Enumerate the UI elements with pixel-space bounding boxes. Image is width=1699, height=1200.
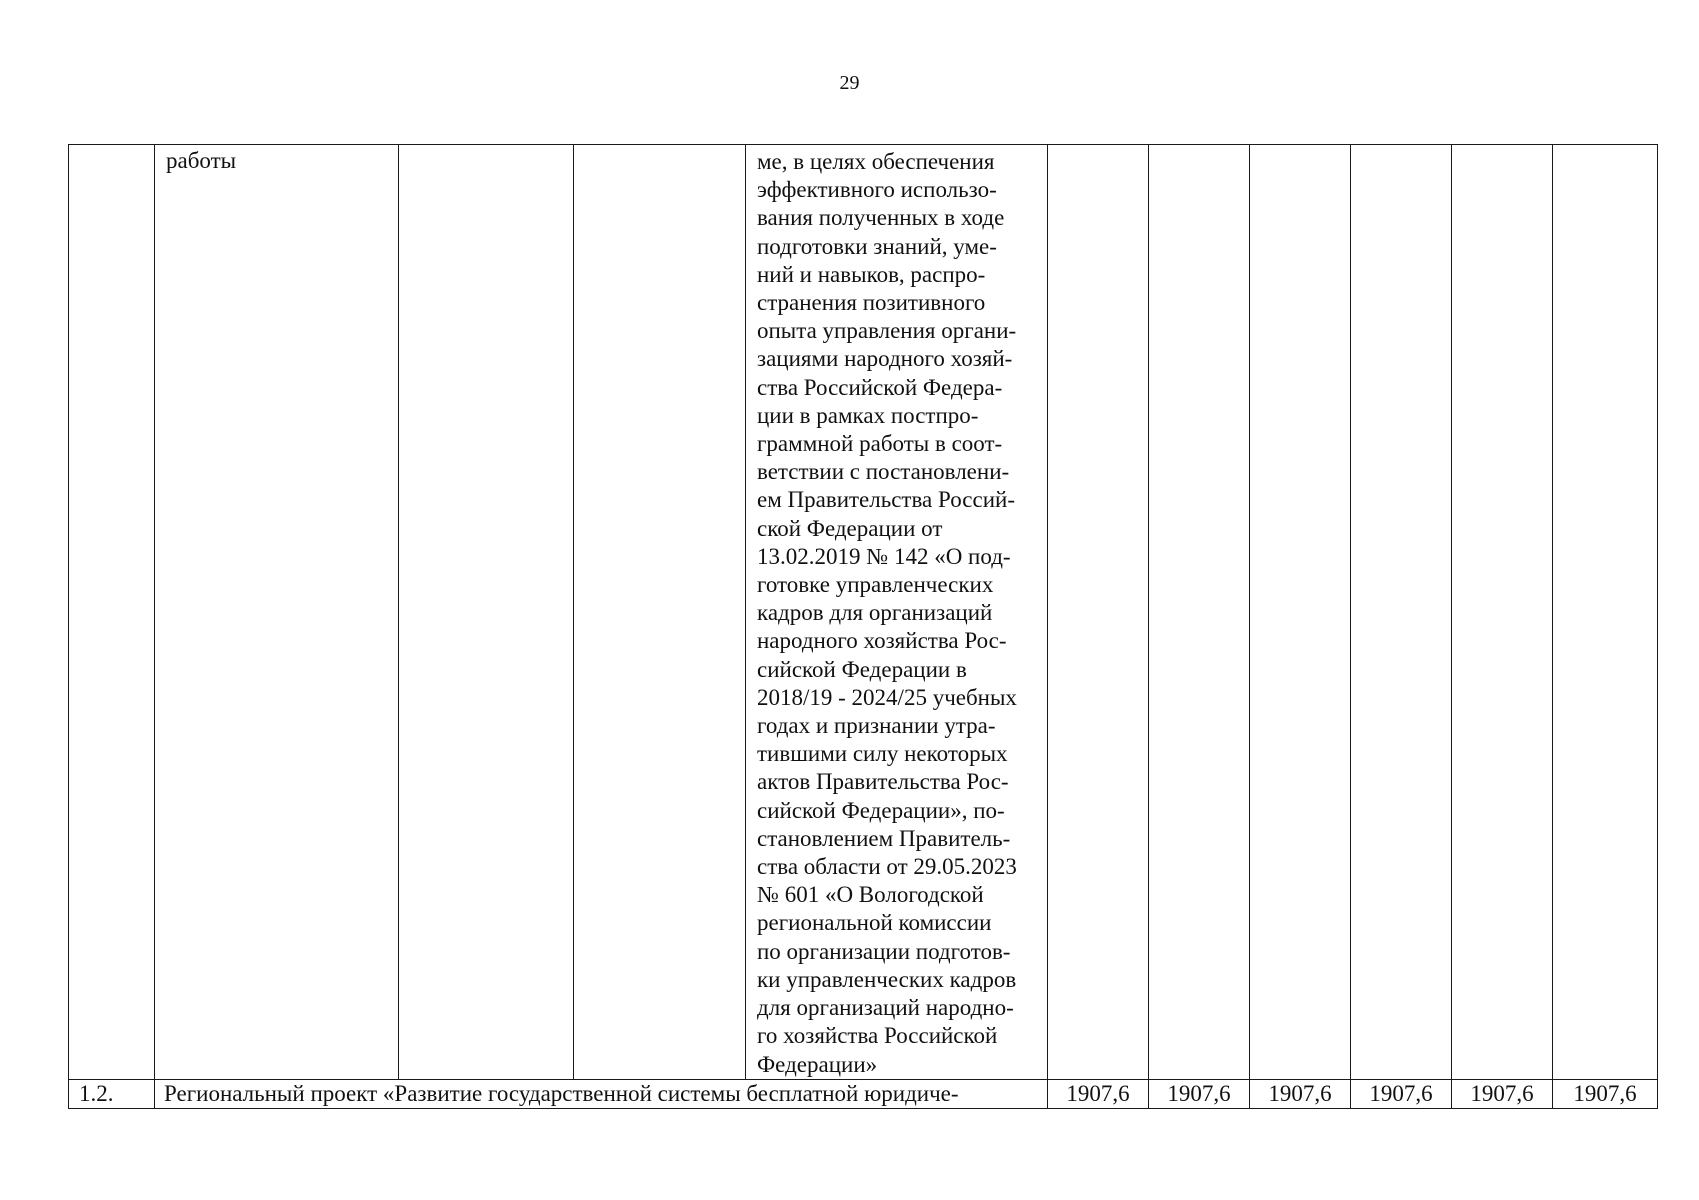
- text-line: № 601 «О Вологодской: [757, 882, 984, 908]
- text-line: 13.02.2019 № 142 «О под-: [757, 543, 1011, 569]
- row-value-4: 1907,6: [1351, 1079, 1452, 1108]
- text-line: кадров для организаций: [757, 600, 993, 626]
- text-line: тившими силу некоторых: [757, 741, 1008, 767]
- row-1-2: [69, 1079, 1658, 1108]
- row-value-3: 1907,6: [1250, 1079, 1351, 1108]
- cell-value-empty-1: [1048, 145, 1149, 1080]
- row-value-1: 1907,6: [1048, 1079, 1149, 1108]
- text-line: подготовки знаний, уме-: [757, 233, 997, 259]
- text-line: ки управленческих кадров: [757, 966, 1017, 992]
- text-line: становлением Правитель-: [757, 825, 1011, 851]
- text-line: для организаций народно-: [757, 995, 1014, 1021]
- text-line: вания полученных в ходе: [757, 205, 1005, 231]
- text-line: ской Федерации от: [757, 515, 943, 541]
- text-line: по организации подготов-: [757, 938, 1011, 964]
- text-line: ства области от 29.05.2023: [757, 854, 1017, 880]
- cell-value-empty-6: [1553, 145, 1658, 1080]
- cell-number-empty: [69, 145, 155, 1080]
- row-number: 1.2.: [69, 1079, 155, 1108]
- text-line: сийской Федерации», по-: [757, 797, 1005, 823]
- text-line: ем Правительства Россий-: [757, 487, 1015, 513]
- text-line: актов Правительства Рос-: [757, 769, 1009, 795]
- text-line: странения позитивного: [757, 290, 986, 316]
- program-table: [68, 144, 1658, 1109]
- text-line: эффективного использо-: [757, 177, 997, 203]
- text-line: 2018/19 - 2024/25 учебных: [757, 684, 1017, 710]
- cell-long-text: [746, 145, 1048, 1080]
- cell-value-empty-4: [1351, 145, 1452, 1080]
- text-line: народного хозяйства Рос-: [757, 628, 1007, 654]
- text-line: зациями народного хозяй-: [757, 346, 1013, 372]
- row-value-5: 1907,6: [1452, 1079, 1553, 1108]
- page-number: 29: [839, 72, 860, 94]
- cell-description: [155, 145, 399, 1080]
- row-title: Региональный проект «Развитие государственной системы бесплатной юридиче-: [155, 1079, 1048, 1108]
- text-line: граммной работы в соот-: [757, 431, 1003, 457]
- text-line: региональной комиссии: [757, 910, 992, 936]
- row-value-6: 1907,6: [1553, 1079, 1658, 1108]
- text-line: сийской Федерации в: [757, 656, 967, 682]
- cell-description-text: работы: [166, 148, 237, 173]
- text-line: годах и признании утра-: [757, 713, 996, 739]
- cell-value-empty-5: [1452, 145, 1553, 1080]
- text-line: ний и навыков, распро-: [757, 261, 986, 287]
- cell-empty-3: [399, 145, 574, 1080]
- text-line: ства Российской Федера-: [757, 374, 1003, 400]
- text-line: го хозяйства Российской: [757, 1023, 998, 1049]
- row-value-2: 1907,6: [1149, 1079, 1250, 1108]
- text-line: ме, в целях обеспечения: [757, 149, 995, 174]
- text-line: готовке управленческих: [757, 572, 994, 598]
- text-line: ветствии с постановлени-: [757, 459, 1010, 485]
- text-line: ции в рамках постпро-: [757, 402, 979, 428]
- cell-value-empty-2: [1149, 145, 1250, 1080]
- continued-row: [69, 145, 1658, 1080]
- cell-empty-4: [574, 145, 746, 1080]
- cell-value-empty-3: [1250, 145, 1351, 1080]
- text-line: Федерации»: [757, 1051, 878, 1077]
- text-line: опыта управления органи-: [757, 318, 1017, 344]
